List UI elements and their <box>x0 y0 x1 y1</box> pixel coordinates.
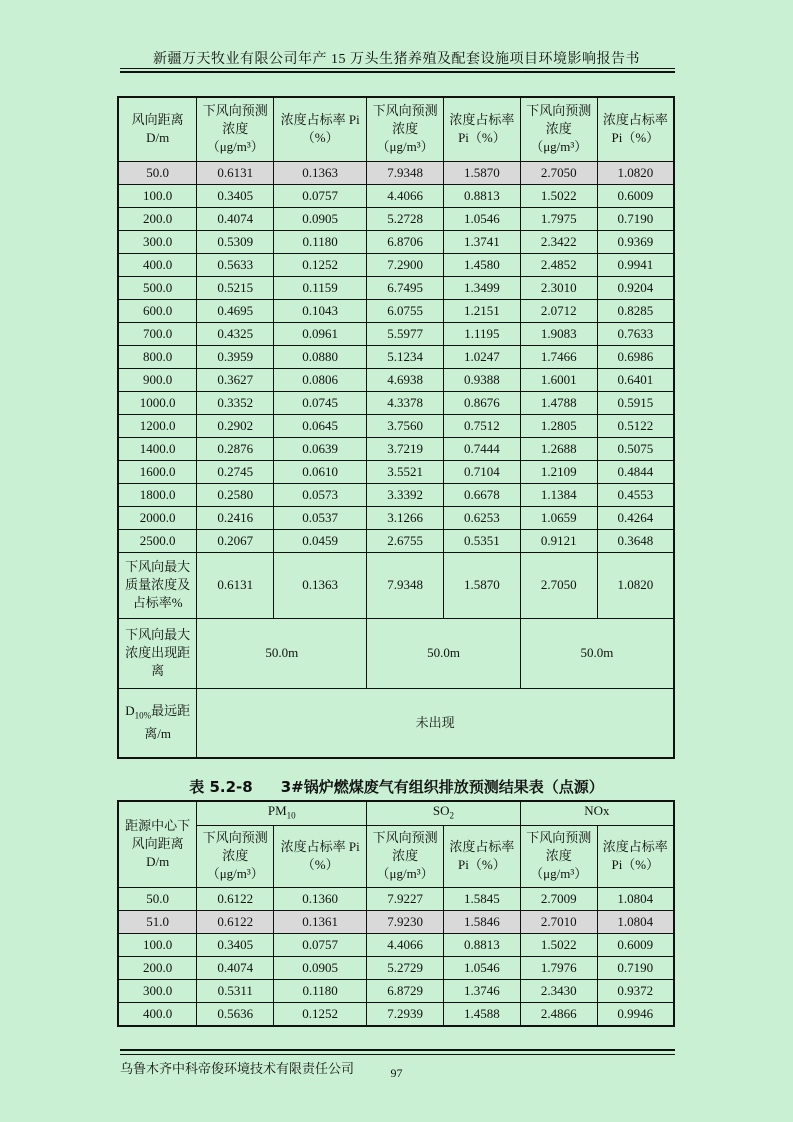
table-cell: 0.0757 <box>274 184 367 207</box>
prediction-table-1 <box>117 96 675 759</box>
table-cell: 0.0610 <box>274 460 367 483</box>
table-cell: 2.7010 <box>520 910 597 933</box>
table-cell: 0.5075 <box>597 437 674 460</box>
d10-label: $D_{10\%}$最远距 离/m <box>118 688 197 758</box>
table-cell: 1.1384 <box>520 483 597 506</box>
table-cell: 0.7512 <box>444 414 521 437</box>
header-concentration: 下风向预测 浓度 （μg/m³） <box>520 825 597 887</box>
table-cell: 0.5215 <box>197 276 274 299</box>
header-rate: 浓度占标率 Pi（%） <box>597 825 674 887</box>
table-cell: 0.3959 <box>197 345 274 368</box>
table-cell: 100.0 <box>118 933 197 956</box>
table-cell: 3.3392 <box>367 483 444 506</box>
table-cell: 0.3352 <box>197 391 274 414</box>
table-cell: 0.9369 <box>597 230 674 253</box>
table-cell: 0.6253 <box>444 506 521 529</box>
table-cell: 3.7560 <box>367 414 444 437</box>
header-pollutant: $SO_2$ <box>367 801 521 825</box>
table-row <box>118 391 674 414</box>
table-cell: 2.6755 <box>367 529 444 552</box>
table-cell: 7.9348 <box>367 161 444 184</box>
table-cell: 50.0m <box>197 618 367 688</box>
table-row <box>118 483 674 506</box>
table-cell: 1.5022 <box>520 933 597 956</box>
table-cell: 0.6131 <box>197 552 274 618</box>
table-cell: 7.2939 <box>367 1002 444 1026</box>
table-cell: 0.6122 <box>197 887 274 910</box>
table-cell: 0.7444 <box>444 437 521 460</box>
table-row <box>118 1002 674 1026</box>
table-cell: 7.9227 <box>367 887 444 910</box>
table-cell: 0.8285 <box>597 299 674 322</box>
table-cell: 1.7466 <box>520 345 597 368</box>
table-cell: 0.3405 <box>197 184 274 207</box>
table-cell: 0.5311 <box>197 979 274 1002</box>
table-cell: 6.7495 <box>367 276 444 299</box>
table-cell: 6.0755 <box>367 299 444 322</box>
page-header-title: 新疆万天牧业有限公司年产 15 万头生猪养殖及配套设施项目环境影响报告书 <box>153 52 640 67</box>
table-cell: 0.4844 <box>597 460 674 483</box>
table-cell: 0.7190 <box>597 207 674 230</box>
table-cell: 1.4580 <box>444 253 521 276</box>
max-label: 下风向最大 质量浓度及 占标率% <box>118 552 197 618</box>
distance-label: 下风向最大 浓度出现距 离 <box>118 618 197 688</box>
table-cell: 3.5521 <box>367 460 444 483</box>
table-cell: 1.5845 <box>443 887 520 910</box>
table-cell: 0.5351 <box>444 529 521 552</box>
table-cell: 2.3430 <box>520 979 597 1002</box>
table-cell: 1.5846 <box>443 910 520 933</box>
table-cell: 1.3746 <box>443 979 520 1002</box>
table-cell: 300.0 <box>118 230 197 253</box>
header-concentration: 下风向预测 浓度 （μg/m³） <box>367 97 444 161</box>
table-cell: 0.8676 <box>444 391 521 414</box>
table-cell: 4.4066 <box>367 933 444 956</box>
table-cell: 1800.0 <box>118 483 197 506</box>
table-cell: 0.8813 <box>444 184 521 207</box>
table-cell: 0.2580 <box>197 483 274 506</box>
table-row <box>118 933 674 956</box>
table-cell: 0.9388 <box>444 368 521 391</box>
table-cell: 1.2688 <box>520 437 597 460</box>
table-cell: 0.0757 <box>274 933 367 956</box>
table-row <box>118 910 674 933</box>
table-row <box>118 887 674 910</box>
table-cell: 1.2151 <box>444 299 521 322</box>
table-cell: 0.0459 <box>274 529 367 552</box>
table-cell: 0.2902 <box>197 414 274 437</box>
table-cell: 0.4553 <box>597 483 674 506</box>
table-cell: 0.4264 <box>597 506 674 529</box>
table-row <box>118 184 674 207</box>
table-cell: 0.1363 <box>274 161 367 184</box>
table-cell: 0.5636 <box>197 1002 274 1026</box>
table-cell: 1.4788 <box>520 391 597 414</box>
table-cell: 5.5977 <box>367 322 444 345</box>
table-cell: 0.9946 <box>597 1002 674 1026</box>
table-cell: 0.3648 <box>597 529 674 552</box>
table-row <box>118 979 674 1002</box>
table-cell: 1.1195 <box>444 322 521 345</box>
table-cell: 0.0645 <box>274 414 367 437</box>
table-cell: 1.7975 <box>520 207 597 230</box>
table-cell: 0.1159 <box>274 276 367 299</box>
table-cell: 2.7050 <box>520 161 597 184</box>
table-cell: 4.3378 <box>367 391 444 414</box>
table-cell: 7.9230 <box>367 910 444 933</box>
table-cell: 未出现 <box>197 688 674 758</box>
table-cell: 0.4074 <box>197 956 274 979</box>
table-cell: 4.6938 <box>367 368 444 391</box>
table-cell: 0.3405 <box>197 933 274 956</box>
header-distance: 距源中心下 风向距离 D/m <box>118 801 197 887</box>
header-rate: 浓度占标率 Pi（%） <box>443 825 520 887</box>
table-cell: 0.6122 <box>197 910 274 933</box>
table-cell: 0.6401 <box>597 368 674 391</box>
table-cell: 50.0m <box>520 618 674 688</box>
table-cell: 0.9121 <box>520 529 597 552</box>
table-row <box>118 207 674 230</box>
table-cell: 0.8813 <box>443 933 520 956</box>
header-rule <box>120 71 675 73</box>
table-cell: 0.5633 <box>197 253 274 276</box>
header-concentration: 下风向预测 浓度 （μg/m³） <box>367 825 444 887</box>
table-cell: 0.9204 <box>597 276 674 299</box>
table-cell: 0.1043 <box>274 299 367 322</box>
table-cell: 1.0820 <box>597 161 674 184</box>
table-cell: 1600.0 <box>118 460 197 483</box>
header-rate: 浓度占标率 Pi（%） <box>444 97 521 161</box>
table-cell: 0.1180 <box>274 979 367 1002</box>
table-cell: 0.4325 <box>197 322 274 345</box>
table-cell: 3.1266 <box>367 506 444 529</box>
table-cell: 7.2900 <box>367 253 444 276</box>
table-row <box>118 322 674 345</box>
table-cell: 0.4695 <box>197 299 274 322</box>
table-row <box>118 161 674 184</box>
table-cell: 0.5309 <box>197 230 274 253</box>
table-cell: 0.9941 <box>597 253 674 276</box>
table-cell: 0.0961 <box>274 322 367 345</box>
table-row <box>118 956 674 979</box>
table-cell: 1400.0 <box>118 437 197 460</box>
table-cell: 1.0546 <box>444 207 521 230</box>
table-cell: 1.0820 <box>597 552 674 618</box>
table-row <box>118 276 674 299</box>
table-cell: 200.0 <box>118 956 197 979</box>
table-cell: 1.5870 <box>444 161 521 184</box>
table-row <box>118 368 674 391</box>
table-row <box>118 253 674 276</box>
table-cell: 2000.0 <box>118 506 197 529</box>
header-distance: 风向距离 D/m <box>118 97 197 161</box>
table-cell: 0.1361 <box>274 910 367 933</box>
table-cell: 2.4852 <box>520 253 597 276</box>
table-cell: 1.7976 <box>520 956 597 979</box>
table-row <box>118 506 674 529</box>
table-cell: 1.2109 <box>520 460 597 483</box>
page-number: 97 <box>390 1066 403 1080</box>
header-pollutant: $PM_{10}$ <box>197 801 367 825</box>
header-concentration: 下风向预测 浓度 （μg/m³） <box>197 825 274 887</box>
table-cell: 200.0 <box>118 207 197 230</box>
table-cell: 100.0 <box>118 184 197 207</box>
table-cell: 0.6009 <box>597 933 674 956</box>
table-cell: 5.2728 <box>367 207 444 230</box>
table-row <box>118 345 674 368</box>
table-cell: 1000.0 <box>118 391 197 414</box>
table-cell: 0.7633 <box>597 322 674 345</box>
table-cell: 0.1180 <box>274 230 367 253</box>
table-cell: 0.9372 <box>597 979 674 1002</box>
table-cell: 900.0 <box>118 368 197 391</box>
table-cell: 2.3010 <box>520 276 597 299</box>
table-cell: 1.0804 <box>597 910 674 933</box>
prediction-table-2 <box>117 800 675 1027</box>
table-cell: 6.8729 <box>367 979 444 1002</box>
table-row <box>118 414 674 437</box>
table-cell: 5.2729 <box>367 956 444 979</box>
table-cell: 0.5915 <box>597 391 674 414</box>
table-cell: 400.0 <box>118 253 197 276</box>
table-cell: 1.3741 <box>444 230 521 253</box>
header-rate: 浓度占标率 Pi （%） <box>274 825 367 887</box>
table-cell: 0.6131 <box>197 161 274 184</box>
table-cell: 0.1363 <box>274 552 367 618</box>
table-cell: 1.4588 <box>443 1002 520 1026</box>
table-cell: 0.2067 <box>197 529 274 552</box>
table-cell: 51.0 <box>118 910 197 933</box>
table-cell: 0.0880 <box>274 345 367 368</box>
table-cell: 2.4866 <box>520 1002 597 1026</box>
table-cell: 50.0 <box>118 161 197 184</box>
table-row <box>118 529 674 552</box>
table-cell: 4.4066 <box>367 184 444 207</box>
table-cell: 1.6001 <box>520 368 597 391</box>
table-cell: 0.0639 <box>274 437 367 460</box>
footer-rule <box>120 1054 675 1055</box>
table-cell: 1.0546 <box>443 956 520 979</box>
table-row <box>118 230 674 253</box>
table-cell: 50.0 <box>118 887 197 910</box>
table-cell: 0.0905 <box>274 956 367 979</box>
table-cell: 7.9348 <box>367 552 444 618</box>
table-cell: 1.9083 <box>520 322 597 345</box>
header-concentration: 下风向预测 浓度 （μg/m³） <box>197 97 274 161</box>
table-cell: 3.7219 <box>367 437 444 460</box>
table-cell: 0.7104 <box>444 460 521 483</box>
table-cell: 1.0804 <box>597 887 674 910</box>
footer-company: 乌鲁木齐中科帝俊环境技术有限责任公司 <box>120 1061 355 1076</box>
table-cell: 300.0 <box>118 979 197 1002</box>
table-cell: 800.0 <box>118 345 197 368</box>
table-cell: 0.7190 <box>597 956 674 979</box>
table-cell: 2500.0 <box>118 529 197 552</box>
table-cell: 0.4074 <box>197 207 274 230</box>
header-rate: 浓度占标率 Pi （%） <box>274 97 367 161</box>
table-cell: 1.0247 <box>444 345 521 368</box>
header-pollutant: NOx <box>520 801 674 825</box>
table-cell: 0.5122 <box>597 414 674 437</box>
table-cell: 500.0 <box>118 276 197 299</box>
table-cell: 1.5022 <box>520 184 597 207</box>
table-cell: 0.0745 <box>274 391 367 414</box>
table-cell: 0.2745 <box>197 460 274 483</box>
table-cell: 2.0712 <box>520 299 597 322</box>
table-cell: 0.0806 <box>274 368 367 391</box>
table-cell: 2.7050 <box>520 552 597 618</box>
table-cell: 2.3422 <box>520 230 597 253</box>
table-cell: 1200.0 <box>118 414 197 437</box>
table-cell: 0.2876 <box>197 437 274 460</box>
table-cell: 1.5870 <box>444 552 521 618</box>
footer-rule <box>120 1049 675 1051</box>
table-cell: 6.8706 <box>367 230 444 253</box>
table-cell: 0.6986 <box>597 345 674 368</box>
table-row <box>118 460 674 483</box>
table-cell: 600.0 <box>118 299 197 322</box>
table-cell: 1.3499 <box>444 276 521 299</box>
table-cell: 0.6009 <box>597 184 674 207</box>
table-cell: 5.1234 <box>367 345 444 368</box>
table-cell: 50.0m <box>367 618 521 688</box>
header-rate: 浓度占标率 Pi（%） <box>597 97 674 161</box>
table-cell: 400.0 <box>118 1002 197 1026</box>
table-cell: 1.2805 <box>520 414 597 437</box>
table-cell: 700.0 <box>118 322 197 345</box>
table-cell: 0.1252 <box>274 1002 367 1026</box>
table-cell: 2.7009 <box>520 887 597 910</box>
table-caption: 表 5.2-8 3#锅炉燃煤废气有组织排放预测结果表（点源） <box>189 778 604 796</box>
table-cell: 0.1252 <box>274 253 367 276</box>
table-cell: 0.2416 <box>197 506 274 529</box>
table-cell: 1.0659 <box>520 506 597 529</box>
table-cell: 0.0573 <box>274 483 367 506</box>
header-concentration: 下风向预测 浓度 （μg/m³） <box>520 97 597 161</box>
table-row <box>118 437 674 460</box>
header-rule <box>120 68 675 69</box>
table-cell: 0.0537 <box>274 506 367 529</box>
table-cell: 0.0905 <box>274 207 367 230</box>
table-cell: 0.6678 <box>444 483 521 506</box>
table-row <box>118 299 674 322</box>
table-cell: 0.1360 <box>274 887 367 910</box>
table-cell: 0.3627 <box>197 368 274 391</box>
